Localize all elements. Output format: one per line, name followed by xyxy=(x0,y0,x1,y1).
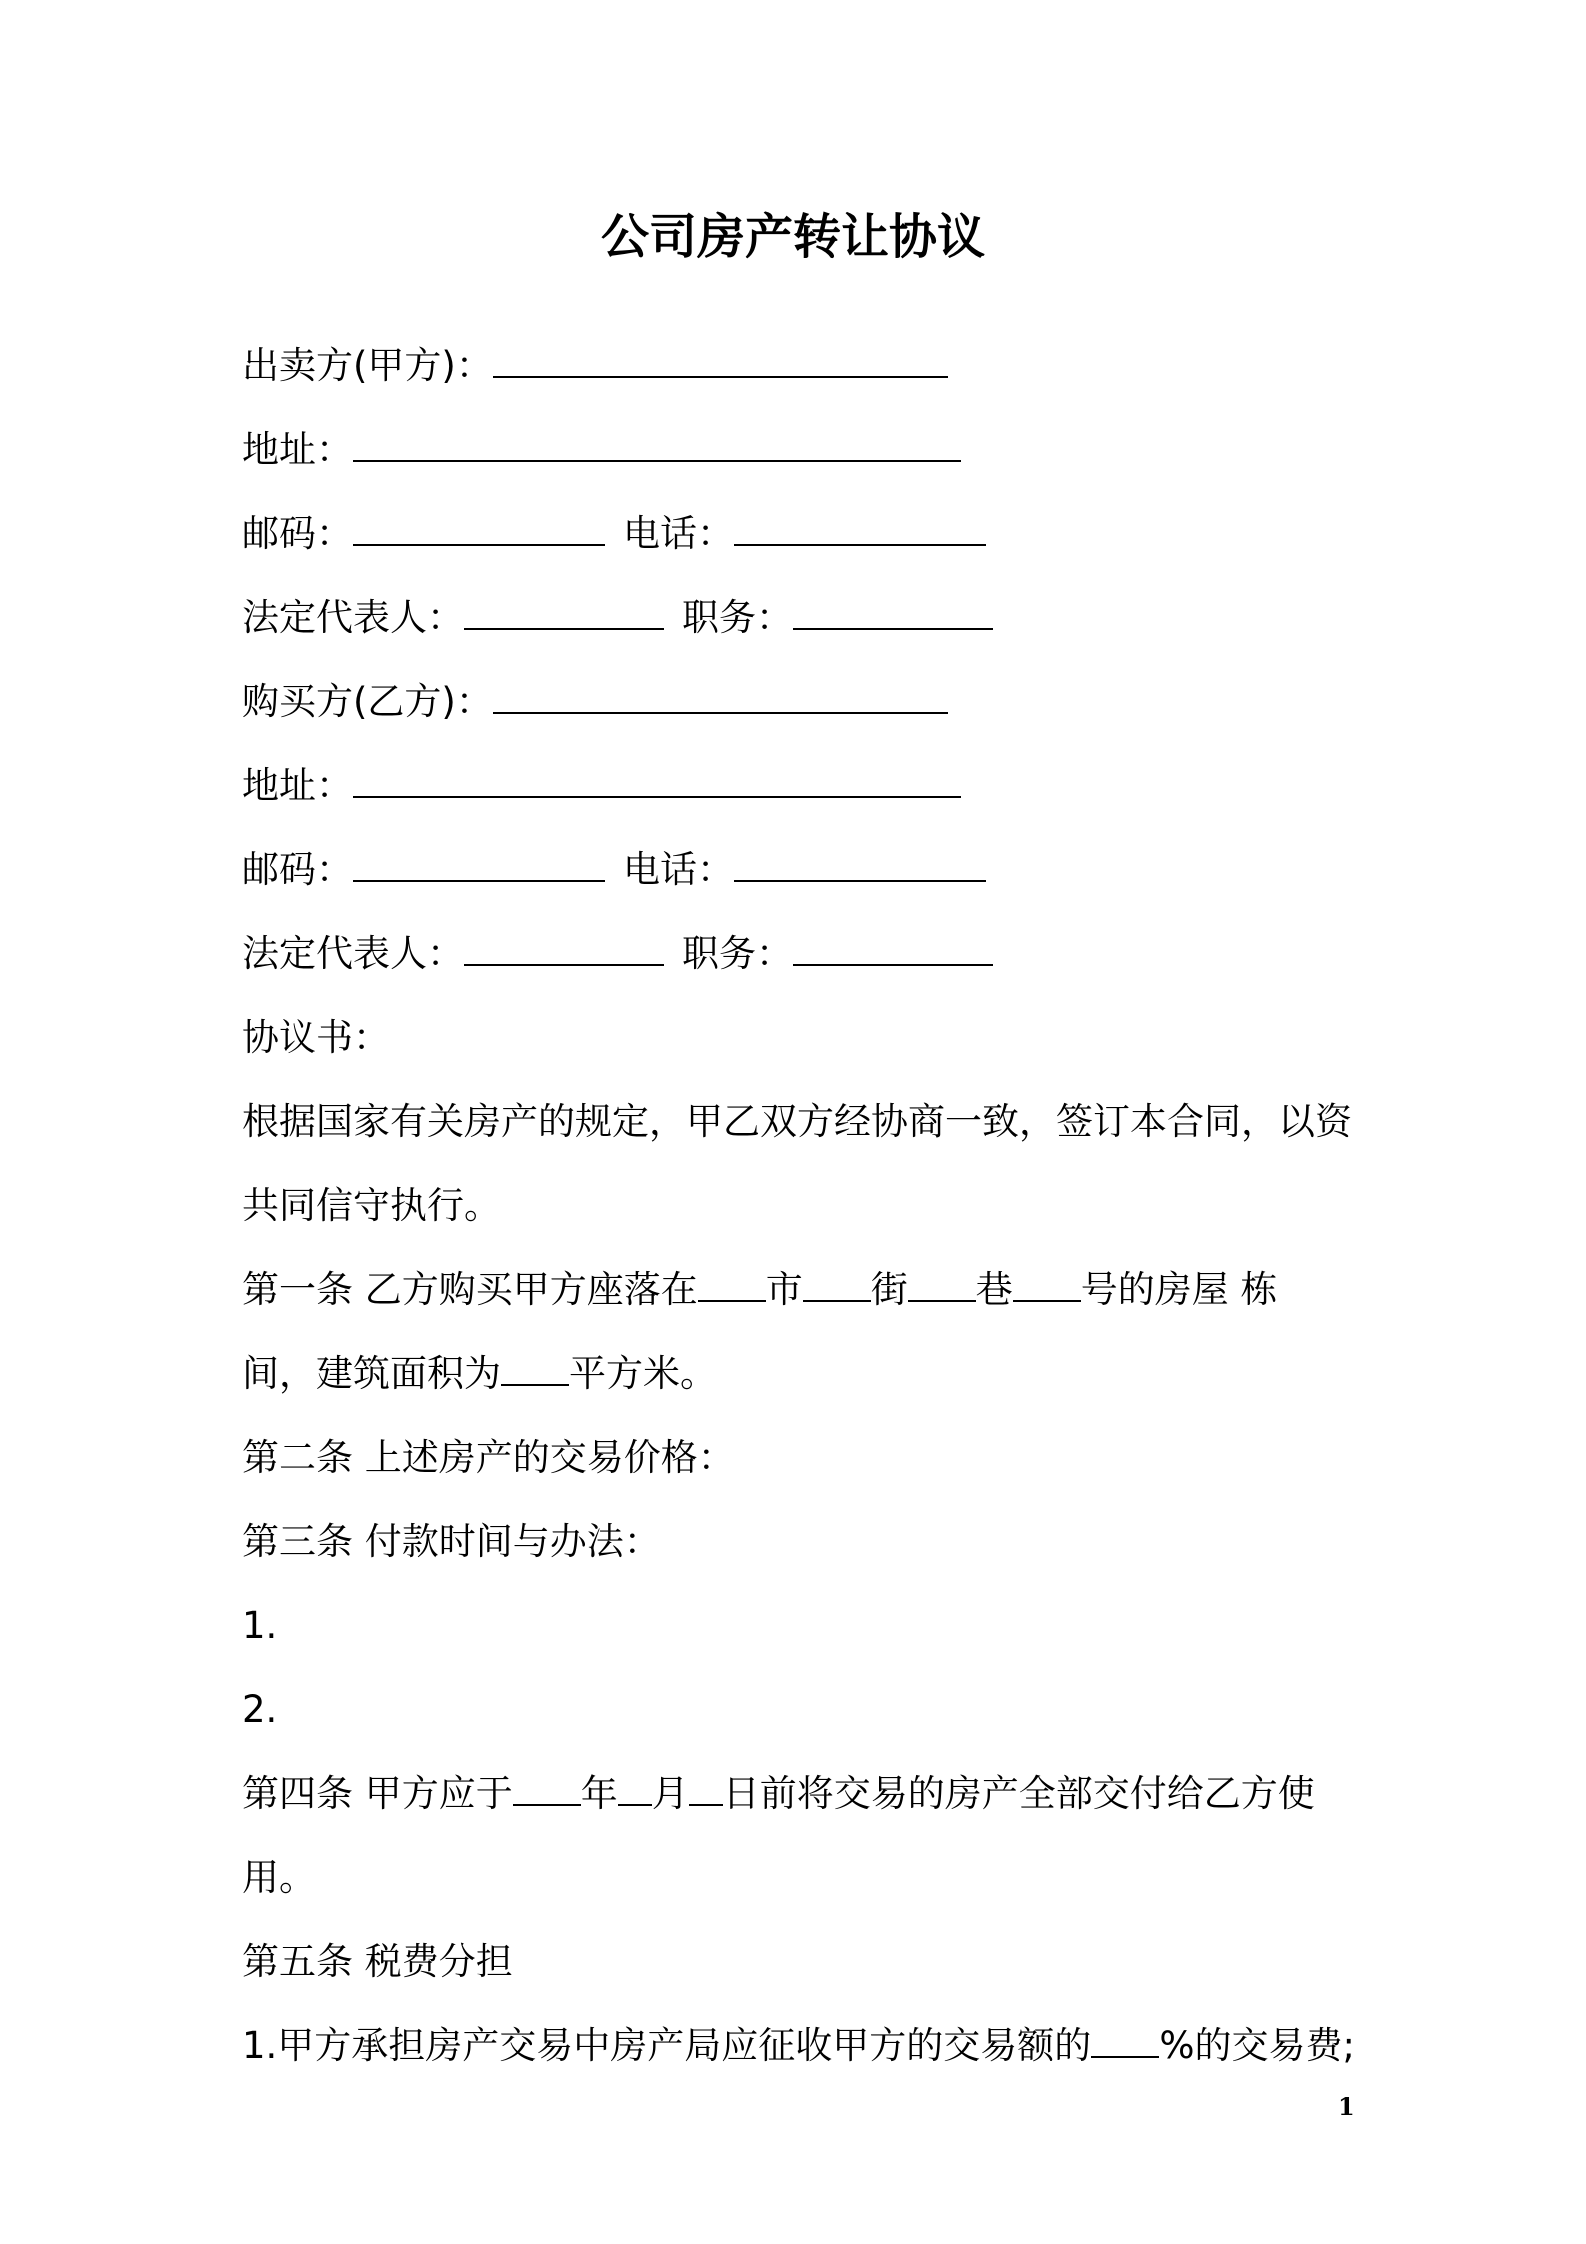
buyer-legal-rep-blank xyxy=(464,928,664,966)
article-1-text-e: 号的房屋 栋 xyxy=(1080,1268,1278,1311)
seller-position-blank xyxy=(793,592,993,630)
article-1-text-a: 第一条 乙方购买甲方座落在 xyxy=(242,1268,698,1311)
article-4-text-c: 月 xyxy=(651,1772,689,1815)
buyer-address-blank xyxy=(353,760,961,798)
seller-phone-label: 电话： xyxy=(623,512,734,555)
article-5: 第五条 税费分担 xyxy=(242,1940,513,1983)
article-3: 第三条 付款时间与办法： xyxy=(242,1520,661,1563)
buyer-party-row xyxy=(242,676,948,728)
preamble-line-2: 共同信守执行。 xyxy=(242,1184,501,1227)
article-1-text-c: 街 xyxy=(870,1268,908,1311)
article-1-line-1 xyxy=(242,1264,1278,1316)
lane-blank xyxy=(908,1264,976,1302)
tax-item-1-text-b: %的交易费; xyxy=(1159,2024,1355,2067)
buyer-postcode-label: 邮码： xyxy=(242,848,353,891)
document-title: 公司房产转让协议 xyxy=(600,209,985,265)
article-4-text-b: 年 xyxy=(580,1772,618,1815)
article-1-text-d: 巷 xyxy=(975,1268,1013,1311)
area-blank xyxy=(501,1348,569,1386)
tax-item-1 xyxy=(242,2020,1355,2072)
buyer-address-label: 地址： xyxy=(242,764,353,807)
article-4-line-1 xyxy=(242,1768,1315,1820)
payment-item-2: 2. xyxy=(242,1688,278,1731)
seller-rep-row xyxy=(242,592,993,644)
seller-contact-row xyxy=(242,508,986,560)
fee-percent-blank xyxy=(1091,2020,1159,2058)
month-blank xyxy=(618,1768,652,1806)
seller-party-label: 出卖方(甲方)： xyxy=(242,344,493,387)
seller-phone-blank xyxy=(734,508,986,546)
seller-postcode-blank xyxy=(353,508,605,546)
payment-item-1: 1. xyxy=(242,1604,278,1647)
buyer-name-blank xyxy=(493,676,948,714)
seller-name-blank xyxy=(493,340,948,378)
preamble-line-1: 根据国家有关房产的规定，甲乙双方经协商一致，签订本合同，以资 xyxy=(242,1100,1352,1143)
buyer-legal-rep-label: 法定代表人： xyxy=(242,932,464,975)
year-blank xyxy=(513,1768,581,1806)
buyer-party-label: 购买方(乙方)： xyxy=(242,680,493,723)
article-2: 第二条 上述房产的交易价格： xyxy=(242,1436,735,1479)
buyer-phone-blank xyxy=(734,844,986,882)
seller-address-row xyxy=(242,424,961,476)
page-number: 1 xyxy=(1338,2092,1355,2121)
buyer-position-label: 职务： xyxy=(682,932,793,975)
seller-position-label: 职务： xyxy=(682,596,793,639)
article-1-text-b: 市 xyxy=(765,1268,803,1311)
tax-item-1-text-a: 1.甲方承担房产交易中房产局应征收甲方的交易额的 xyxy=(242,2024,1092,2067)
seller-party-row xyxy=(242,340,948,392)
buyer-phone-label: 电话： xyxy=(623,848,734,891)
agreement-heading: 协议书： xyxy=(242,1016,390,1059)
article-4-line-2: 用。 xyxy=(242,1856,316,1899)
article-1-line-2 xyxy=(242,1348,717,1400)
buyer-address-row xyxy=(242,760,961,812)
city-blank xyxy=(698,1264,766,1302)
day-blank xyxy=(689,1768,723,1806)
seller-legal-rep-blank xyxy=(464,592,664,630)
buyer-rep-row xyxy=(242,928,993,980)
article-1-text-f: 间，建筑面积为 xyxy=(242,1352,501,1395)
seller-legal-rep-label: 法定代表人： xyxy=(242,596,464,639)
buyer-position-blank xyxy=(793,928,993,966)
seller-address-blank xyxy=(353,424,961,462)
article-4-text-d: 日前将交易的房产全部交付给乙方使 xyxy=(722,1772,1315,1815)
number-blank xyxy=(1013,1264,1081,1302)
seller-address-label: 地址： xyxy=(242,428,353,471)
article-1-text-g: 平方米。 xyxy=(569,1352,717,1395)
article-4-text-a: 第四条 甲方应于 xyxy=(242,1772,513,1815)
buyer-contact-row xyxy=(242,844,986,896)
seller-postcode-label: 邮码： xyxy=(242,512,353,555)
street-blank xyxy=(803,1264,871,1302)
buyer-postcode-blank xyxy=(353,844,605,882)
